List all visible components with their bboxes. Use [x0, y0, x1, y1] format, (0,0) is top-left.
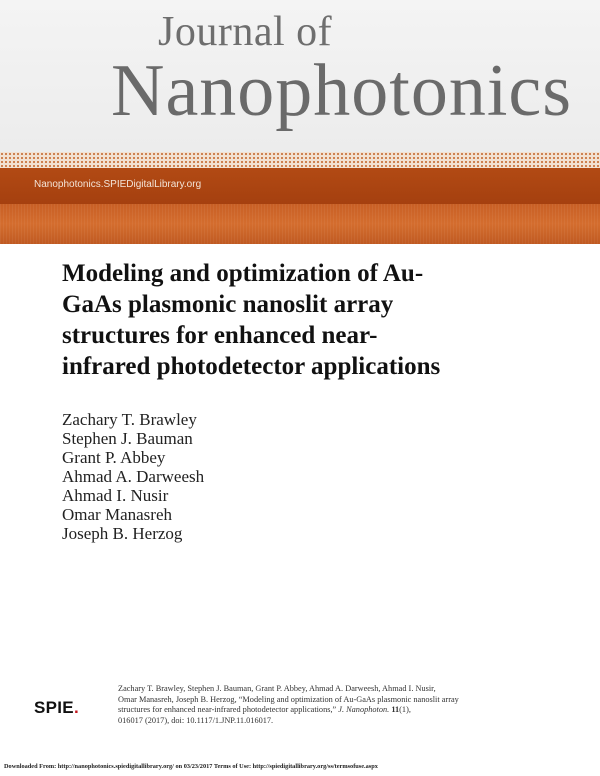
citation-doi-line: 016017 (2017), doi: 10.1117/1.JNP.11.016017.	[118, 715, 274, 725]
citation-volume: 11	[391, 705, 400, 714]
author-name: Grant P. Abbey	[62, 448, 166, 467]
journal-site-url[interactable]: Nanophotonics.SPIEDigitalLibrary.org	[34, 179, 202, 190]
citation-line: Omar Manasreh, Joseph B. Herzog, “Modeling and optimization of Au-GaAs plasmonic nanoslit array	[118, 694, 459, 704]
journal-masthead	[0, 0, 600, 152]
author-name: Stephen J. Bauman	[62, 429, 193, 448]
citation-line: Zachary T. Brawley, Stephen J. Bauman, Grant P. Abbey, Ahmad A. Darweesh, Ahmad I. Nusir,	[118, 684, 436, 693]
title-line: structures for enhanced near-	[62, 322, 378, 349]
title-line: GaAs plasmonic nanoslit array	[62, 291, 394, 318]
title-line: infrared photodetector applications	[62, 353, 441, 380]
dotted-divider	[0, 152, 600, 168]
author-name: Ahmad A. Darweesh	[62, 467, 205, 486]
spie-logo-text: SPIE	[34, 698, 74, 717]
header-band-bottom	[0, 204, 600, 244]
article-title	[62, 258, 532, 382]
citation-journal: J. Nanophoton.	[338, 705, 390, 714]
journal-prefix: Journal of	[158, 9, 333, 55]
journal-name: Nanophotonics	[111, 50, 573, 132]
citation-line	[118, 705, 538, 716]
spie-logo-dot: .	[73, 698, 79, 717]
citation-text: structures for enhanced near-infrared photodetector applications,”	[118, 705, 339, 714]
author-list	[62, 410, 204, 543]
spie-logo	[34, 698, 79, 718]
author-name: Joseph B. Herzog	[62, 524, 183, 543]
title-line: Modeling and optimization of Au-	[62, 260, 424, 287]
author-name: Ahmad I. Nusir	[62, 486, 169, 505]
author-name: Zachary T. Brawley	[62, 410, 197, 429]
author-name: Omar Manasreh	[62, 505, 172, 524]
citation-block	[118, 684, 538, 726]
citation-issue: (1),	[399, 705, 411, 714]
download-footer: Downloaded From: http://nanophotonics.spiedigitallibrary.org/ on 03/23/2017 Terms of Use: http://spiedigitallibrary.org/ss/termsofuse.aspx	[4, 763, 378, 770]
